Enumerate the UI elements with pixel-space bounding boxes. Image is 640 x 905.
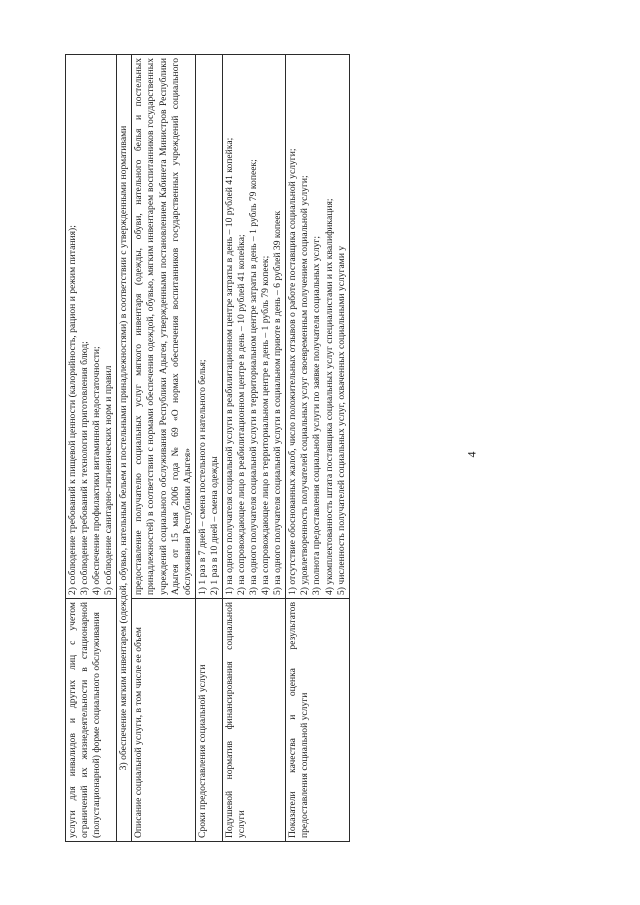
rotated-page-content: [65, 54, 627, 842]
section-heading: 3) обеспечение мягким инвентарем (одеждой, обувью, нательным бельем и постельными принадлежностями) в соответствии с утвержденными нормативами: [117, 55, 132, 842]
row-content: [195, 55, 222, 599]
table-row: [66, 55, 117, 842]
content-line: 1) 1 раз в 7 дней – смена постельного и нательного белья;: [196, 359, 208, 595]
content-line: 5) на одного получателя социальной услуги в социальном приюте в день – 6 рублей 39 копеек: [272, 210, 284, 595]
row-label: Описание социальной услуги, в том числе ее объем: [132, 599, 195, 842]
content-line: 2) соблюдение требований к пищевой ценности (калорийность, рацион и режим питания);: [67, 225, 78, 595]
table-row: [286, 55, 349, 842]
row-label: Сроки предоставления социальной услуги: [195, 599, 222, 842]
content-line: предоставление получателю социальных услуг мягкого инвентаря (одежды, обуви, нательного белья и постельных принадлежностей) в соответствии с нормами обеспечения одеждой, обувью, мягким инвентарем воспитанников государственных учреждений социального обслуживания Республики Адыгея, утвержденными постановлением Кабинета Министров Республики Адыгея от 15 мая 2006 года № 69 «О нормах обеспечения воспитанников государственных учреждений социального обслуживания Республики Адыгея»: [133, 58, 193, 595]
row-content: [222, 55, 285, 599]
content-line: 3) соблюдение требований к технологии приготовления блюд;: [79, 341, 91, 595]
row-content: [132, 55, 195, 599]
content-line: 5) численность получателей социальных услуг, охваченных социальными услугами у: [335, 245, 347, 595]
row-content: [286, 55, 349, 599]
service-table: [65, 54, 350, 842]
content-line: 3) полнота предоставления социальной услуги по заявке получателя социальных услуг;: [311, 235, 323, 595]
table-row: [195, 55, 222, 842]
content-line: 3) на одного получателя социальной услуги в территориальном центре затраты в день – 1 рубль 79 копеек;: [248, 159, 260, 595]
row-label: Подушевой норматив финансирования социальной услуги: [222, 599, 285, 842]
row-label: Показатели качества и оценка результатов предоставления социальной услуги: [286, 599, 349, 842]
content-line: 5) соблюдение санитарно-гигиенических норм и правил: [103, 365, 115, 595]
content-line: 1) отсутствие обоснованных жалоб, число положительных отзывов о работе поставщика социальной услуги;: [287, 148, 299, 595]
content-line: 4) обеспечение профилактики витаминной недостаточности;: [91, 346, 103, 595]
table-row: [132, 55, 195, 842]
content-line: 4) на сопровождающее лицо в территориальном центре в день – 1 рубль 79 копеек;: [260, 255, 272, 595]
content-line: 2) удовлетворенность получателей социальных услуг своевременным получением социальной услуги;: [299, 175, 311, 595]
content-line: 4) укомплектованность штата поставщика социальных услуг специалистами и их квалификация;: [323, 198, 335, 595]
row-label: услуги для инвалидов и других лиц с учетом ограничений их жизнедеятельности в стационарной (полустационарной) форме социального обслуживания: [66, 599, 117, 842]
page-number: 4: [464, 451, 479, 458]
service-table-body: [66, 55, 350, 842]
table-row: [117, 55, 132, 842]
content-line: 1) на одного получателя социальной услуги в реабилитационном центре затраты в день – 10 рублей 41 копейка;: [223, 137, 235, 595]
row-content: [66, 55, 117, 599]
table-row: [222, 55, 285, 842]
content-line: 2) 1 раз в 10 дней – смена одежды: [208, 456, 220, 595]
content-line: 2) на сопровождающее лицо в реабилитационном центре в день – 10 рублей 41 копейка;: [236, 234, 248, 595]
